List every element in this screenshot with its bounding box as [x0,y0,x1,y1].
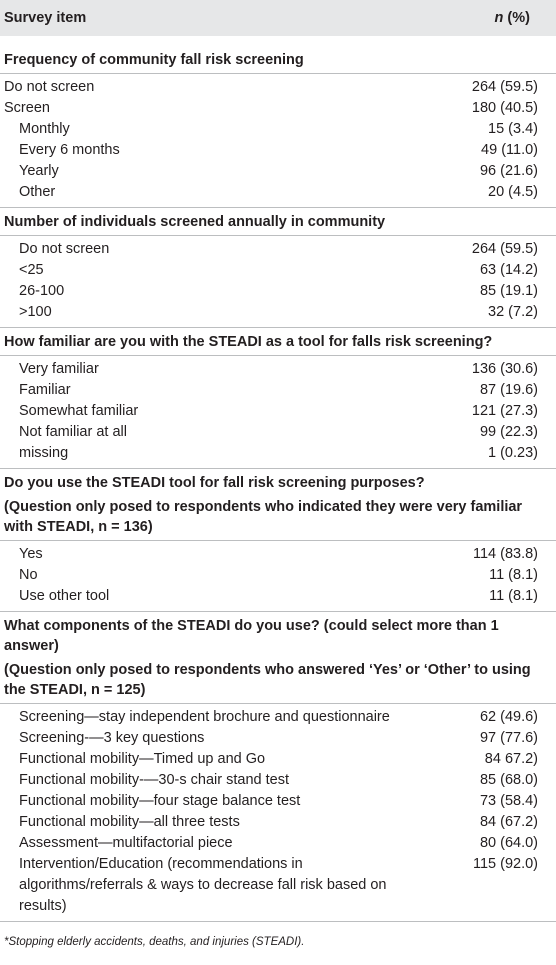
table-row [0,302,556,323]
table-row [0,422,556,443]
row-value: 96 (21.6) [479,163,538,179]
header-n: n [494,10,504,26]
row-value: 99 (22.3) [479,424,538,440]
row-label: >100 [19,304,52,320]
row-label: Yes [19,546,43,562]
section-block [0,208,556,235]
table-row [0,854,556,917]
row-label: <25 [19,262,44,278]
row-label: Use other tool [19,588,110,604]
row-value: 11 (8.1) [489,588,538,604]
table-row [0,380,556,401]
row-value: 73 (58.4) [479,793,538,809]
row-label: Monthly [19,121,70,137]
row-value: 84 67.2) [484,751,538,767]
row-label: Every 6 months [19,142,120,158]
row-value: 32 (7.2) [488,304,538,320]
row-value: 264 (59.5) [471,79,538,95]
row-value: 85 (68.0) [479,772,538,788]
section-title: Number of individuals screened annually in community [4,214,386,230]
section-rows [0,74,556,207]
section-rows [0,541,556,611]
row-value: 20 (4.5) [488,184,538,200]
row-value: 97 (77.6) [479,730,538,746]
row-value: 136 (30.6) [471,361,538,377]
row-label: Yearly [19,163,59,179]
table-row [0,401,556,422]
section-title: (Question only posed to respondents who answered ‘Yes’ or ‘Other’ to using the STEADI, n = 125) [4,662,531,698]
row-label: Somewhat familiar [19,403,139,419]
row-label: Screen [4,100,50,116]
section-rows [0,236,556,327]
table-row [0,281,556,302]
row-value: 264 (59.5) [471,241,538,257]
header-survey-item: Survey item [4,10,87,26]
row-label: Functional mobility-—30-s chair stand test [19,772,289,788]
table-row [0,707,556,728]
row-label: Intervention/Education (recommendations in algorithms/referrals & ways to decrease fall risk based on results) [19,856,387,914]
row-value: 63 (14.2) [479,262,538,278]
section-title: What components of the STEADI do you use? (could select more than 1 answer) [4,618,499,654]
row-value: 87 (19.6) [479,382,538,398]
row-label: Do not screen [19,241,110,257]
section-rows [0,704,556,921]
row-label: Familiar [19,382,71,398]
table-row [0,749,556,770]
table-row [0,359,556,380]
section-rows [0,356,556,468]
table-row [0,812,556,833]
table-row [0,544,556,565]
table-row [0,260,556,281]
row-label: No [19,567,38,583]
row-label: Functional mobility—Timed up and Go [19,751,266,767]
table-row [0,586,556,607]
table-row [0,140,556,161]
header-pct: (%) [503,10,530,26]
row-value: 15 (3.4) [488,121,538,137]
row-label: Assessment—multifactorial piece [19,835,233,851]
table-body [0,36,556,921]
footnote: *Stopping elderly accidents, deaths, and injuries (STEADI). [4,936,305,948]
section-title: (Question only posed to respondents who indicated they were very familiar with STEADI, n = 136) [4,499,523,535]
row-label: Functional mobility—four stage balance test [19,793,301,809]
table-row [0,728,556,749]
section-title: Frequency of community fall risk screening [4,52,304,68]
row-label: 26-100 [19,283,65,299]
row-label: Do not screen [4,79,95,95]
row-label: Screening-—3 key questions [19,730,205,746]
table-row [0,119,556,140]
section-block [0,612,556,703]
table-row [0,443,556,464]
row-value: 85 (19.1) [479,283,538,299]
header-n-pct [495,10,530,26]
row-value: 114 (83.8) [472,546,538,562]
row-value: 49 (11.0) [481,142,538,158]
table-row [0,239,556,260]
table-bottom-rule [0,921,556,922]
row-value: 62 (49.6) [479,709,538,725]
section-title: How familiar are you with the STEADI as a tool for falls risk screening? [4,334,493,350]
table-row [0,161,556,182]
section-block [0,328,556,355]
table-row [0,833,556,854]
table-row [0,98,556,119]
table-row [0,77,556,98]
row-value: 1 (0.23) [488,445,538,461]
section-block [0,50,556,73]
table-row [0,770,556,791]
table-header [0,0,556,36]
table-row [0,565,556,586]
row-value: 84 (67.2) [479,814,538,830]
row-value: 80 (64.0) [479,835,538,851]
table-row [0,791,556,812]
row-label: Not familiar at all [19,424,127,440]
row-label: Other [19,184,56,200]
row-value: 11 (8.1) [489,567,538,583]
row-value: 180 (40.5) [471,100,538,116]
row-label: Functional mobility—all three tests [19,814,240,830]
row-label: Screening—stay independent brochure and questionnaire [19,709,390,725]
section-block [0,469,556,540]
table-row [0,182,556,203]
section-title: Do you use the STEADI tool for fall risk screening purposes? [4,475,425,491]
row-label: missing [19,445,69,461]
row-label: Very familiar [19,361,99,377]
row-value: 115 (92.0) [472,856,538,872]
row-value: 121 (27.3) [471,403,538,419]
